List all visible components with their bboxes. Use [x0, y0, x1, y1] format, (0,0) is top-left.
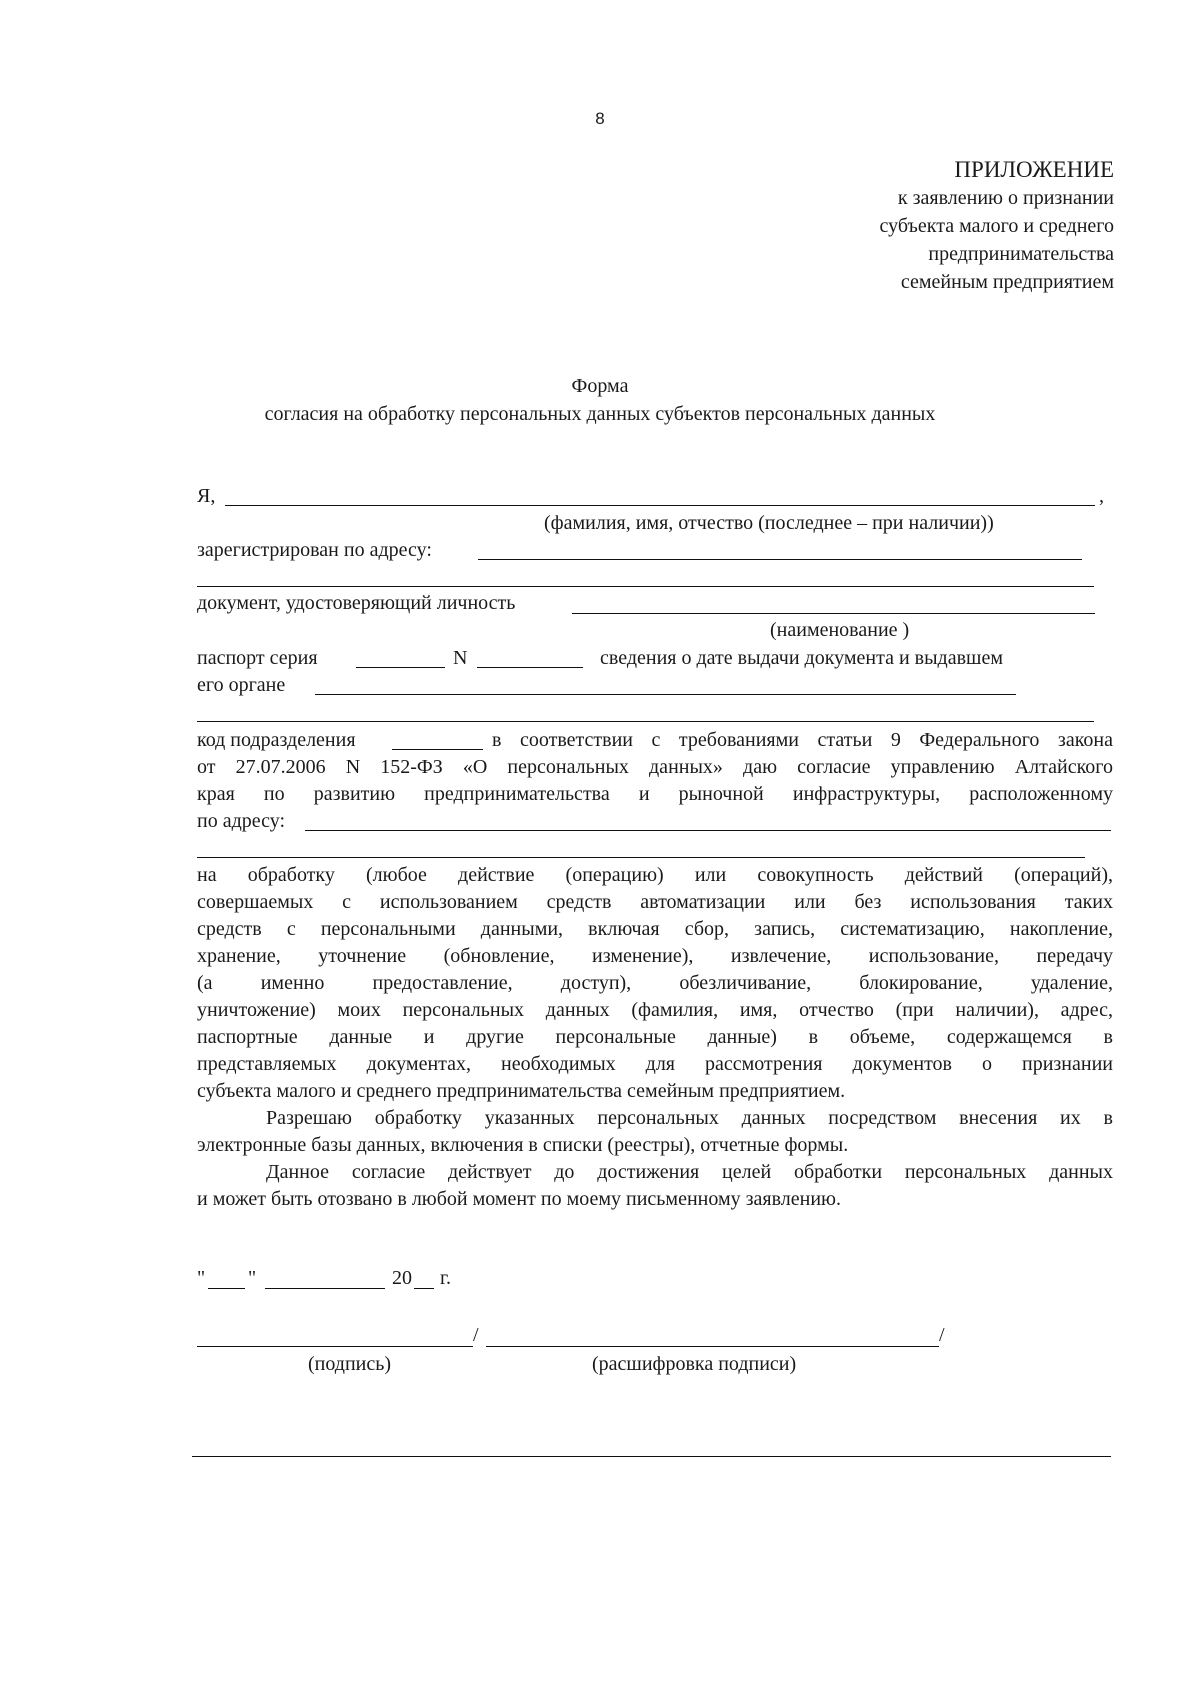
passport-number-field[interactable]	[477, 667, 583, 668]
paragraph-line: совершаемых с использованием средств автоматизации или без использования таких	[197, 891, 1113, 913]
paragraph-line: края по развитию предпринимательства и рыночной инфраструктуры, расположенному	[197, 783, 1113, 805]
paragraph-line: (а именно предоставление, доступ), обезличивание, блокирование, удаление,	[197, 972, 1113, 994]
paragraph-line: от 27.07.2006 N 152-ФЗ «О персональных данных» даю согласие управлению Алтайского	[197, 756, 1113, 778]
code-field[interactable]	[392, 749, 483, 750]
address-field-continued[interactable]	[197, 586, 1094, 587]
appendix-line: субъекта малого и среднего	[879, 215, 1114, 237]
date-month-field[interactable]	[265, 1288, 385, 1289]
date-close-quote: "	[248, 1267, 257, 1289]
fio-trailing-comma: ,	[1099, 485, 1104, 507]
paragraph-line: субъекта малого и среднего предпринимательства семейным предприятием.	[197, 1080, 846, 1102]
paragraph-line: Данное согласие действует до достижения целей обработки персональных данных	[266, 1161, 1113, 1183]
issuer-label: его органе	[197, 674, 286, 696]
date-open-quote: "	[197, 1267, 206, 1289]
bottom-rule	[192, 1456, 1111, 1457]
passport-series-label: паспорт серия	[197, 647, 318, 669]
form-title: Форма	[571, 375, 629, 397]
paragraph-line: паспортные данные и другие персональные данные) в объеме, содержащемся в	[197, 1026, 1113, 1048]
fio-caption: (фамилия, имя, отчество (последнее – при наличии))	[544, 512, 994, 534]
i-label: Я,	[197, 485, 216, 507]
address-label: зарегистрирован по адресу:	[197, 539, 432, 561]
date-year-suffix: г.	[440, 1267, 451, 1289]
signature-decode-field[interactable]	[486, 1346, 939, 1347]
paragraph-line: электронные базы данных, включения в списки (реестры), отчетные формы.	[197, 1134, 849, 1156]
code-label: код подразделения	[197, 729, 356, 751]
appendix-line: к заявлению о признании	[897, 187, 1114, 209]
operator-address-field[interactable]	[305, 830, 1111, 831]
signature-slash: /	[473, 1324, 479, 1346]
date-year-prefix: 20	[392, 1267, 412, 1289]
signature-decode-caption: (расшифровка подписи)	[592, 1353, 797, 1375]
page-number: 8	[595, 109, 605, 128]
operator-address-field-continued[interactable]	[197, 857, 1085, 858]
paragraph-line: средств с персональными данными, включая сбор, запись, систематизацию, накопление,	[197, 918, 1113, 940]
appendix-title: ПРИЛОЖЕНИЕ	[954, 157, 1114, 182]
form-subtitle: согласия на обработку персональных данных субъектов персональных данных	[264, 403, 936, 425]
appendix-header	[880, 156, 1114, 296]
signature-field[interactable]	[197, 1346, 473, 1347]
paragraph-line: уничтожение) моих персональных данных (фамилия, имя, отчество (при наличии), адрес,	[197, 999, 1113, 1021]
date-year-field[interactable]	[414, 1288, 434, 1289]
signature-slash: /	[939, 1324, 945, 1346]
paragraph-line: и может быть отозвано в любой момент по моему письменному заявлению.	[197, 1188, 841, 1210]
appendix-line: семейным предприятием	[900, 271, 1114, 293]
paragraph-line: на обработку (любое действие (операцию) или совокупность действий (операций),	[197, 864, 1113, 886]
document-label: документ, удостоверяющий личность	[197, 592, 516, 614]
paragraph-line: Разрешаю обработку указанных персональных данных посредством внесения их в	[266, 1107, 1113, 1129]
fio-field[interactable]	[225, 505, 1095, 506]
issuer-field-continued[interactable]	[197, 721, 1094, 722]
signature-caption: (подпись)	[308, 1353, 392, 1375]
passport-series-field[interactable]	[356, 667, 445, 668]
paragraph-line: хранение, уточнение (обновление, изменение), извлечение, использование, передачу	[197, 945, 1113, 967]
operator-address-label: по адресу:	[197, 810, 286, 832]
document-field[interactable]	[572, 613, 1095, 614]
date-day-field[interactable]	[208, 1288, 245, 1289]
address-field[interactable]	[478, 559, 1082, 560]
appendix-line: предпринимательства	[928, 243, 1114, 265]
paragraph-line: в соответствии с требованиями статьи 9 Федерального закона	[492, 729, 1113, 751]
issuer-field[interactable]	[315, 694, 1016, 695]
paragraph-line: представляемых документах, необходимых для рассмотрения документов о признании	[197, 1053, 1113, 1075]
issue-info-label: сведения о дате выдачи документа и выдавшем	[600, 647, 1003, 669]
document-name-caption: (наименование )	[770, 619, 910, 641]
passport-number-label: N	[453, 647, 468, 669]
